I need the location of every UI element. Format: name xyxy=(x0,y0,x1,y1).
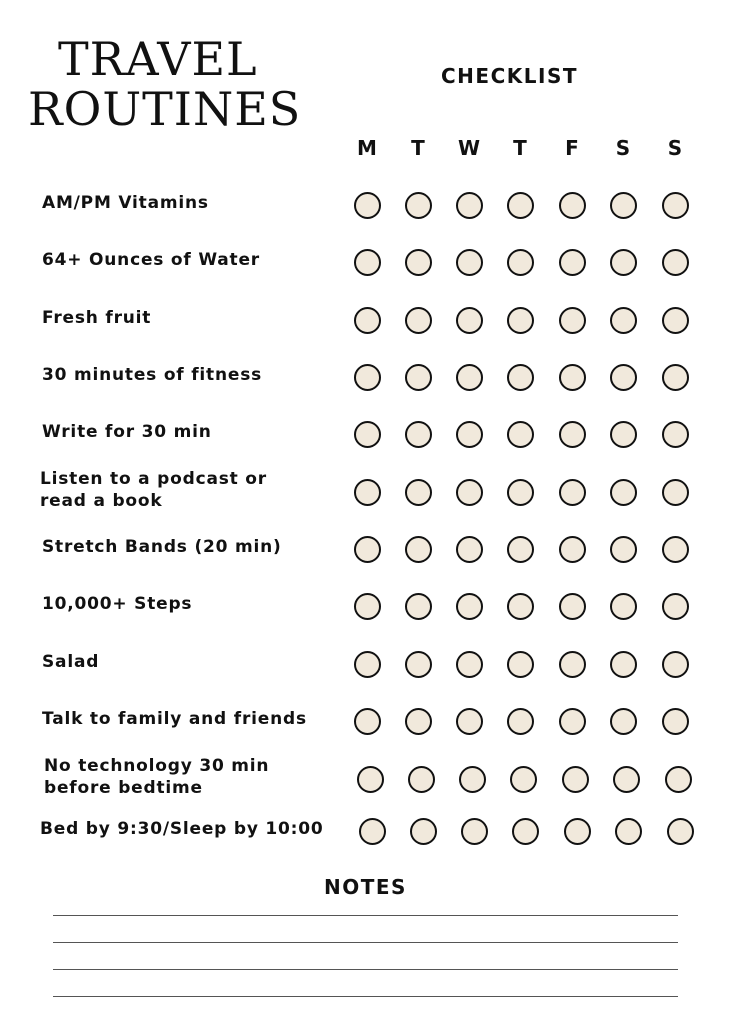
task-label: Write for 30 min xyxy=(42,422,212,442)
check-circle[interactable] xyxy=(354,708,381,735)
notes-area[interactable] xyxy=(53,915,678,997)
check-circle[interactable] xyxy=(461,818,488,845)
check-circle[interactable] xyxy=(507,364,534,391)
check-circle[interactable] xyxy=(662,249,689,276)
check-circle[interactable] xyxy=(456,536,483,563)
task-label: 10,000+ Steps xyxy=(42,594,193,614)
check-circle[interactable] xyxy=(410,818,437,845)
task-label: 30 minutes of fitness xyxy=(42,365,263,385)
check-circle[interactable] xyxy=(559,249,586,276)
check-circle[interactable] xyxy=(559,364,586,391)
task-label: No technology 30 min before bedtime xyxy=(44,756,270,798)
notes-line xyxy=(53,942,678,943)
check-circle[interactable] xyxy=(507,593,534,620)
check-circle[interactable] xyxy=(510,766,537,793)
check-circle[interactable] xyxy=(559,479,586,506)
check-circle[interactable] xyxy=(354,479,381,506)
check-circle[interactable] xyxy=(662,651,689,678)
check-circle[interactable] xyxy=(354,593,381,620)
day-header: M xyxy=(357,136,377,160)
check-circle[interactable] xyxy=(610,249,637,276)
check-circle[interactable] xyxy=(610,421,637,448)
task-label: Fresh fruit xyxy=(42,308,152,328)
day-header: W xyxy=(457,136,481,160)
check-circle[interactable] xyxy=(357,766,384,793)
check-circle[interactable] xyxy=(559,536,586,563)
check-circle[interactable] xyxy=(456,479,483,506)
check-circle[interactable] xyxy=(354,421,381,448)
check-circle[interactable] xyxy=(662,708,689,735)
check-circle[interactable] xyxy=(507,249,534,276)
title-line-1: TRAVEL xyxy=(58,32,258,86)
check-circle[interactable] xyxy=(507,307,534,334)
check-circle[interactable] xyxy=(615,818,642,845)
check-circle[interactable] xyxy=(456,249,483,276)
check-circle[interactable] xyxy=(662,421,689,448)
check-circle[interactable] xyxy=(456,708,483,735)
check-circle[interactable] xyxy=(610,307,637,334)
check-circle[interactable] xyxy=(667,818,694,845)
task-label: 64+ Ounces of Water xyxy=(42,250,260,270)
page-title xyxy=(28,32,302,136)
notes-line xyxy=(53,969,678,970)
check-circle[interactable] xyxy=(610,708,637,735)
check-circle[interactable] xyxy=(507,651,534,678)
check-circle[interactable] xyxy=(512,818,539,845)
check-circle[interactable] xyxy=(662,364,689,391)
check-circle[interactable] xyxy=(610,479,637,506)
check-circle[interactable] xyxy=(354,192,381,219)
check-circle[interactable] xyxy=(559,708,586,735)
check-circle[interactable] xyxy=(665,766,692,793)
day-header: S xyxy=(667,136,683,160)
check-circle[interactable] xyxy=(559,192,586,219)
check-circle[interactable] xyxy=(564,818,591,845)
check-circle[interactable] xyxy=(456,364,483,391)
task-label: Talk to family and friends xyxy=(42,709,307,729)
check-circle[interactable] xyxy=(507,479,534,506)
check-circle[interactable] xyxy=(662,593,689,620)
check-circle[interactable] xyxy=(507,708,534,735)
task-label: Listen to a podcast or read a book xyxy=(40,469,267,511)
title-line-2: ROUTINES xyxy=(28,82,302,136)
check-circle[interactable] xyxy=(559,593,586,620)
check-circle[interactable] xyxy=(408,766,435,793)
task-label: Stretch Bands (20 min) xyxy=(42,537,282,557)
check-circle[interactable] xyxy=(456,651,483,678)
check-circle[interactable] xyxy=(405,651,432,678)
check-circle[interactable] xyxy=(405,307,432,334)
notes-heading: NOTES xyxy=(324,875,407,899)
check-circle[interactable] xyxy=(610,364,637,391)
check-circle[interactable] xyxy=(359,818,386,845)
check-circle[interactable] xyxy=(405,249,432,276)
check-circle[interactable] xyxy=(405,192,432,219)
check-circle[interactable] xyxy=(405,479,432,506)
check-circle[interactable] xyxy=(613,766,640,793)
task-label: AM/PM Vitamins xyxy=(42,193,209,213)
check-circle[interactable] xyxy=(507,192,534,219)
check-circle[interactable] xyxy=(405,593,432,620)
check-circle[interactable] xyxy=(610,593,637,620)
check-circle[interactable] xyxy=(456,593,483,620)
checklist-heading: CHECKLIST xyxy=(441,64,578,88)
check-circle[interactable] xyxy=(610,192,637,219)
day-header: F xyxy=(565,136,579,160)
check-circle[interactable] xyxy=(662,192,689,219)
check-circle[interactable] xyxy=(405,536,432,563)
check-circle[interactable] xyxy=(354,307,381,334)
check-circle[interactable] xyxy=(405,708,432,735)
check-circle[interactable] xyxy=(456,307,483,334)
check-circle[interactable] xyxy=(459,766,486,793)
check-circle[interactable] xyxy=(405,421,432,448)
check-circle[interactable] xyxy=(354,651,381,678)
check-circle[interactable] xyxy=(610,536,637,563)
check-circle[interactable] xyxy=(456,192,483,219)
check-circle[interactable] xyxy=(662,307,689,334)
check-circle[interactable] xyxy=(559,651,586,678)
check-circle[interactable] xyxy=(610,651,637,678)
check-circle[interactable] xyxy=(405,364,432,391)
check-circle[interactable] xyxy=(559,307,586,334)
check-circle[interactable] xyxy=(662,479,689,506)
check-circle[interactable] xyxy=(662,536,689,563)
day-header: T xyxy=(513,136,527,160)
task-label: Bed by 9:30/Sleep by 10:00 xyxy=(40,819,324,839)
check-circle[interactable] xyxy=(456,421,483,448)
check-circle[interactable] xyxy=(354,364,381,391)
task-label: Salad xyxy=(42,652,100,672)
check-circle[interactable] xyxy=(507,536,534,563)
check-circle[interactable] xyxy=(559,421,586,448)
check-circle[interactable] xyxy=(507,421,534,448)
day-header: S xyxy=(615,136,631,160)
day-header: T xyxy=(411,136,425,160)
check-circle[interactable] xyxy=(562,766,589,793)
check-circle[interactable] xyxy=(354,536,381,563)
check-circle[interactable] xyxy=(354,249,381,276)
